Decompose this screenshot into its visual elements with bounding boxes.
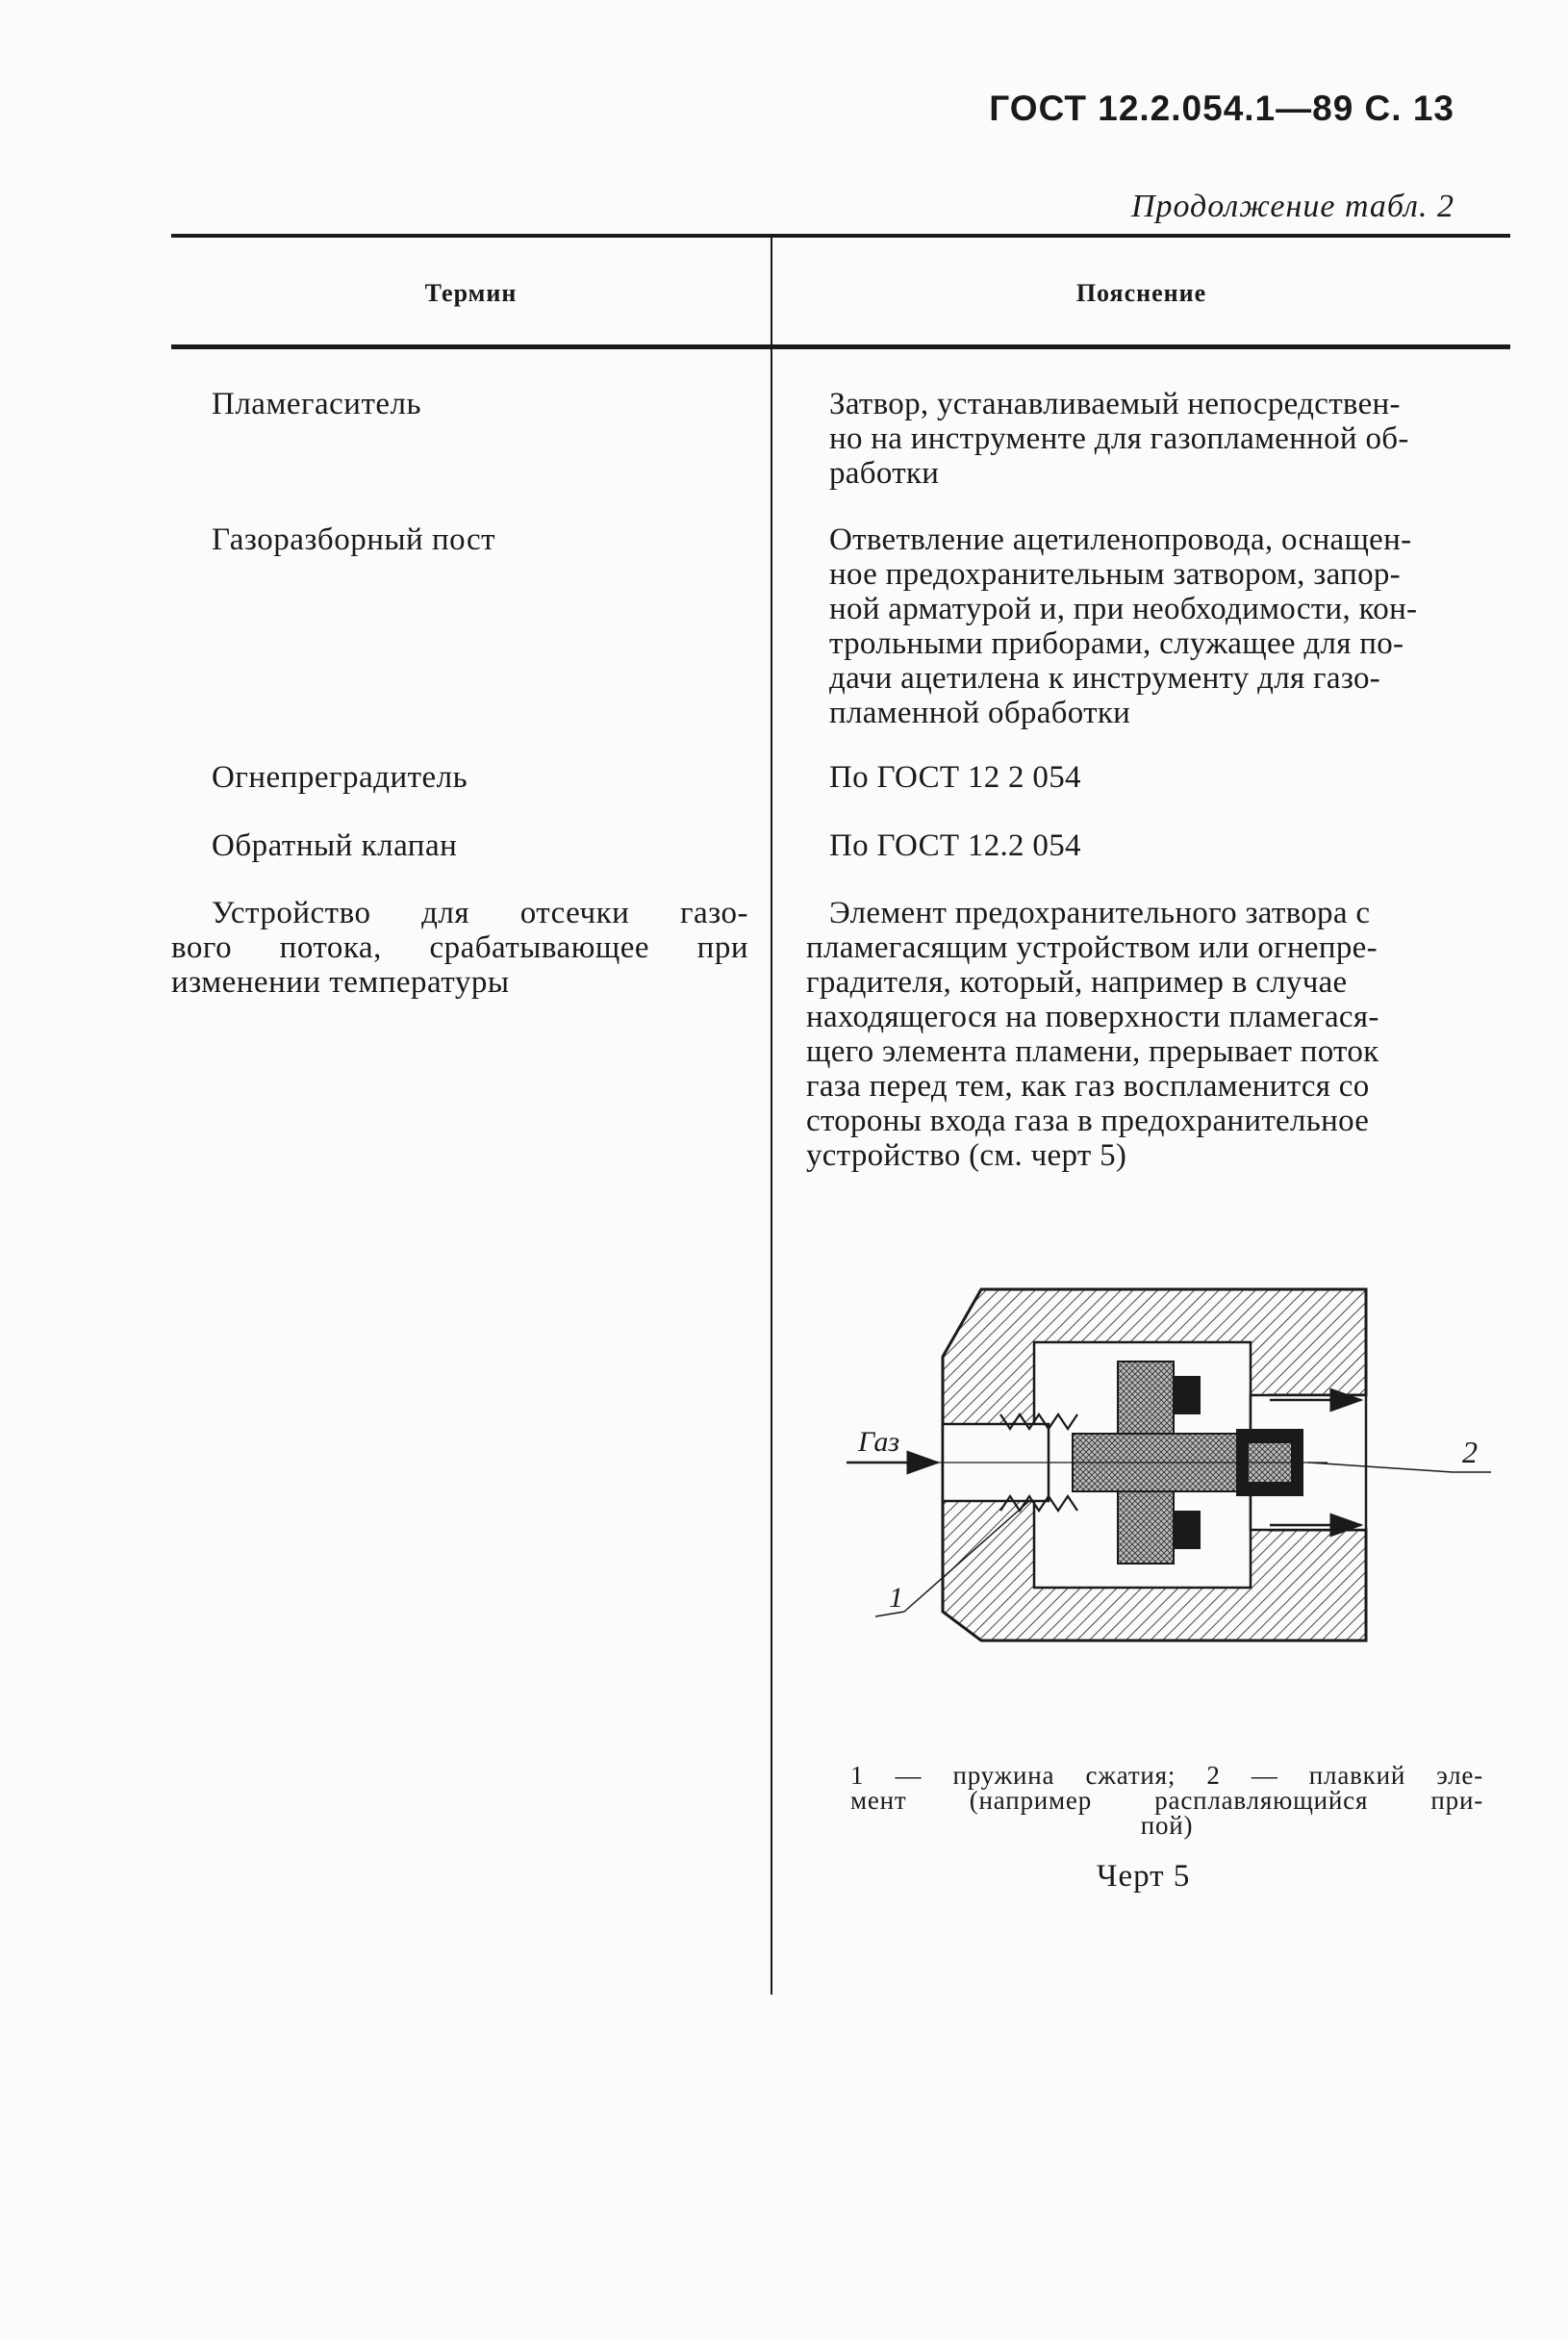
term-cell: Пламегаситель <box>212 387 422 421</box>
explanation-cell: По ГОСТ 12.2 054 <box>829 828 1081 863</box>
term-cell: Газоразборный пост <box>212 522 496 557</box>
fire-arrester-drawing <box>847 1270 1501 1703</box>
table-header-rule <box>171 344 1510 349</box>
table-continuation-label: Продолжение табл. 2 <box>1130 189 1454 224</box>
table-top-rule <box>171 234 1510 238</box>
column-header-term: Термин <box>424 279 518 307</box>
figure-title: Черт 5 <box>1097 1859 1191 1894</box>
column-header-explanation: Пояснение <box>1075 279 1207 307</box>
term-cell: Устройство для отсечки газо- вого потока, срабатывающее при изменении температуры <box>171 896 748 1000</box>
callout-1: 1 <box>889 1582 903 1614</box>
table-column-divider <box>771 234 772 1995</box>
explanation-cell: Затвор, устанавливаемый непосредствен- но на инструменте для газопламенной об- работки <box>829 387 1409 491</box>
term-cell: Обратный клапан <box>212 828 458 863</box>
explanation-cell: Ответвление ацетиленопровода, оснащен- ное предохранительным затвором, запор- ной арматурой и, при необходимости, кон- трольными приборами, служащее для по- дачи ацетилена к инструменту для газо- пламенной обработки <box>829 522 1418 730</box>
term-cell: Огнепреградитель <box>212 760 468 795</box>
standard-reference: ГОСТ 12.2.054.1—89 С. 13 <box>989 89 1454 128</box>
gas-label: Газ <box>858 1426 900 1458</box>
explanation-cell: По ГОСТ 12 2 054 <box>829 760 1081 795</box>
figure-caption: 1 — пружина сжатия; 2 — плавкий эле- мент (например расплавляющийся при- пой) <box>850 1761 1483 1840</box>
callout-2: 2 <box>1462 1435 1478 1469</box>
explanation-cell: Элемент предохранительного затвора с пламегасящим устройством или огнепре- градителя, который, например в случае находящегося на поверхности пламегася- щего элемента пламени, прерывает поток газа перед тем, как газ воспламенится со стороны входа газа в предохранительное устройство (см. черт 5) <box>806 896 1379 1173</box>
